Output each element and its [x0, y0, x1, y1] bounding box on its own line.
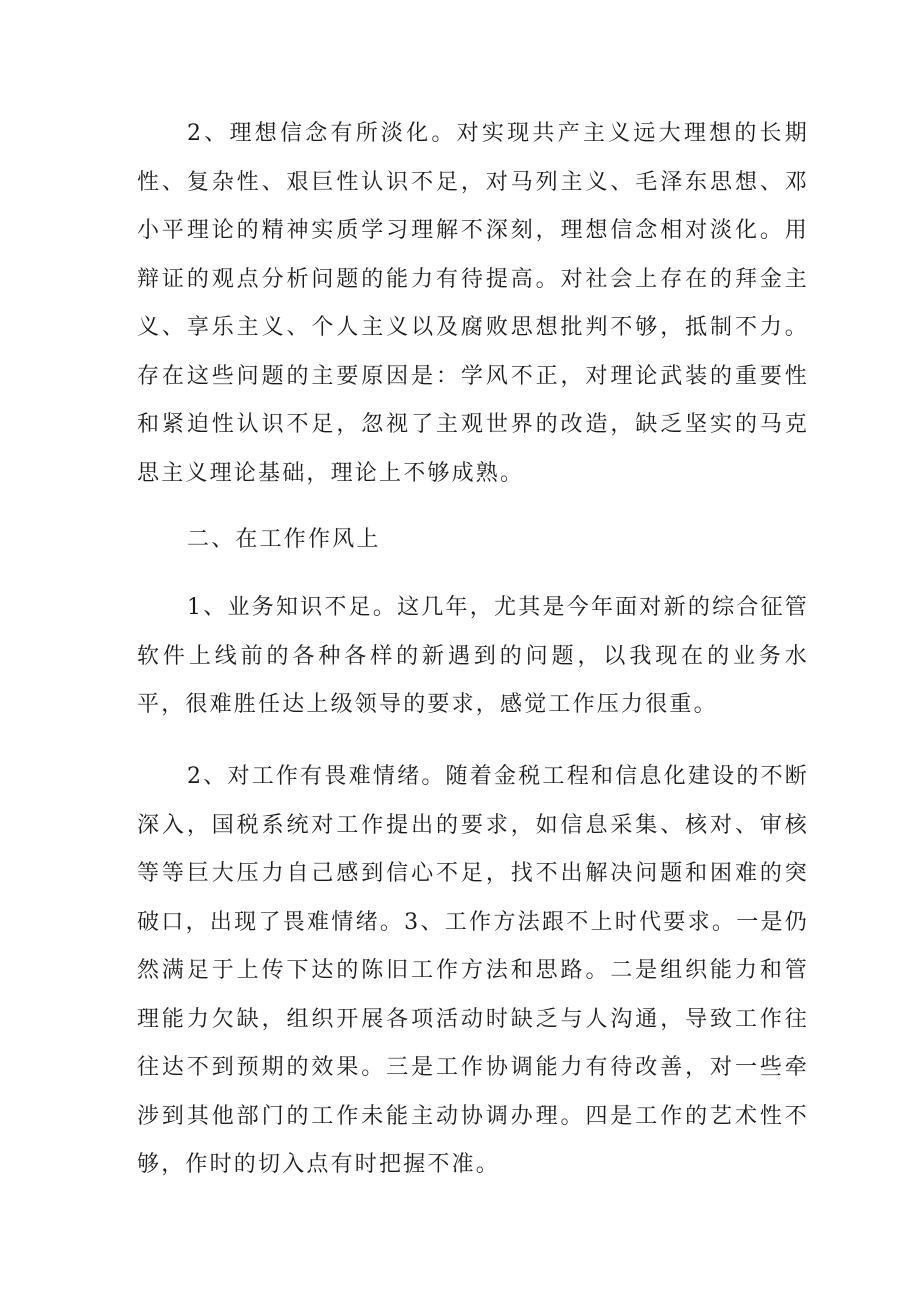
paragraph-ideals: 2、理想信念有所淡化。对实现共产主义远大理想的长期性、复杂性、艰巨性认识不足，对马列主义、毛泽东思想、邓小平理论的精神实质学习理解不深刻，理想信念相对淡化。用辩证的观点分析问题的能力有待提高。对社会上存在的拜金主义、享乐主义、个人主义以及腐败思想批判不够，抵制不力。存在这些问题的主要原因是：学风不正，对理论武装的重要性和紧迫性认识不足，忽视了主观世界的改造，缺乏坚实的马克思主义理论基础，理论上不够成熟。	[137, 121, 809, 486]
section-heading-work-style: 二、在工作作风上	[187, 527, 381, 552]
paragraph-work-difficulty: 2、对工作有畏难情绪。随着金税工程和信息化建设的不断深入，国税系统对工作提出的要求，如信息采集、核对、审核等等巨大压力自己感到信心不足，找不出解决问题和困难的突破口，出现了畏难情绪。3、工作方法跟不上时代要求。一是仍然满足于上传下达的陈旧工作方法和思路。二是组织能力和管理能力欠缺，组织开展各项活动时缺乏与人沟通，导致工作往往达不到预期的效果。三是工作协调能力有待改善，对一些牵涉到其他部门的工作未能主动协调办理。四是工作的艺术性不够，作时的切入点有时把握不准。	[137, 764, 809, 1177]
paragraph-business-knowledge: 1、业务知识不足。这几年，尤其是今年面对新的综合征管软件上线前的各种各样的新遇到的问题，以我现在的业务水平，很难胜任达上级领导的要求，感觉工作压力很重。	[137, 595, 809, 717]
